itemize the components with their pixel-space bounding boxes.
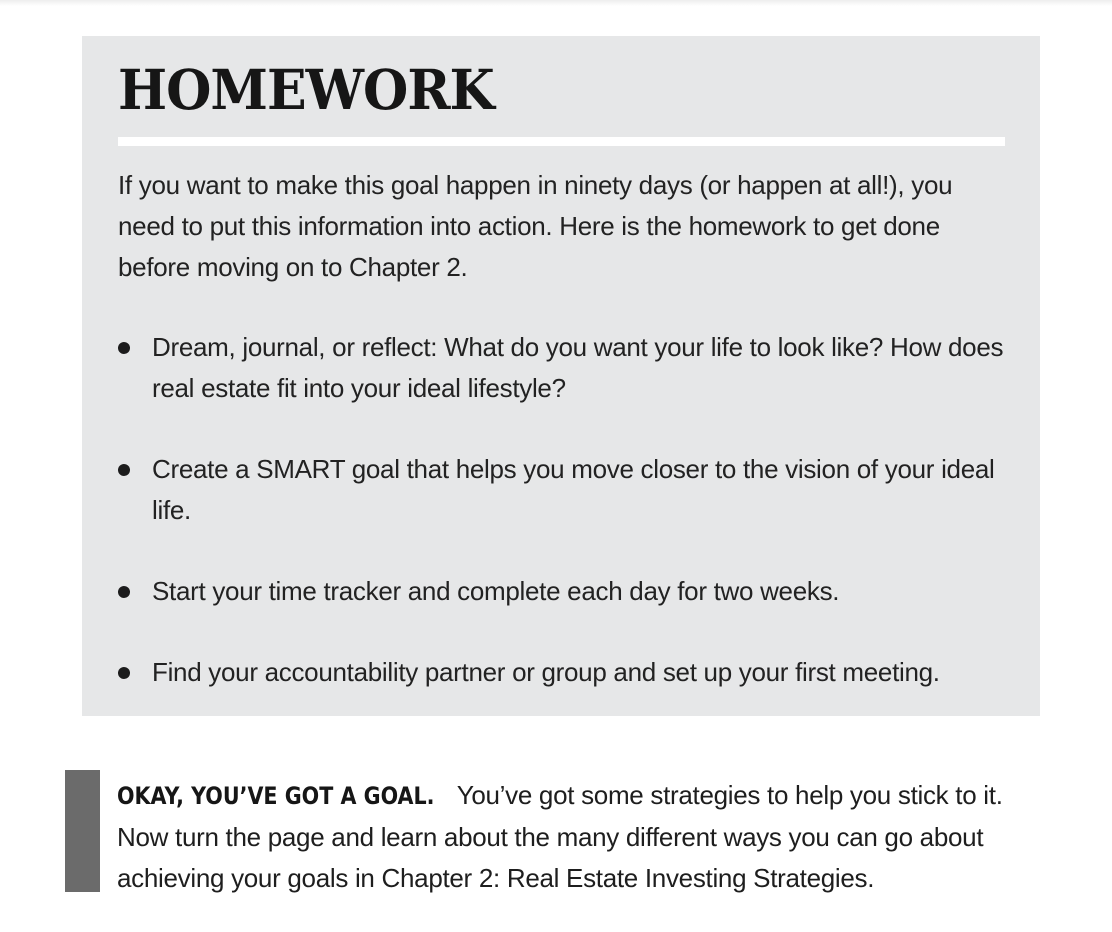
list-item — [118, 327, 1010, 409]
page-top-edge — [0, 0, 1112, 6]
homework-box — [82, 36, 1040, 716]
closing-body: You’ve got some strategies to help you stick to it. Now turn the page and learn about the many different ways you can go about achieving your goals in Chapter 2: Real Estate Investing Strategies. — [117, 780, 1003, 893]
bullet-icon — [118, 342, 130, 354]
list-item — [118, 571, 1010, 612]
closing-lead: OKAY, YOU’VE GOT A GOAL. — [117, 782, 435, 810]
task-text: Dream, journal, or reflect: What do you want your life to look like? How does real estate fit into your ideal lifestyle? — [152, 332, 1004, 403]
homework-intro: If you want to make this goal happen in ninety days (or happen at all!), you need to put this information into action. Here is the homework to get done before moving on to Chapter 2. — [118, 170, 953, 282]
bullet-icon — [118, 464, 130, 476]
task-text: Find your accountability partner or group and set up your first meeting. — [152, 657, 940, 687]
task-text: Start your time tracker and complete each day for two weeks. — [152, 576, 840, 606]
callout-accent-bar — [65, 770, 100, 892]
list-item — [118, 652, 1010, 693]
homework-title: HOMEWORK — [118, 58, 494, 123]
list-item — [118, 449, 1010, 531]
closing-paragraph — [117, 775, 1037, 899]
bullet-icon — [118, 667, 130, 679]
bullet-icon — [118, 586, 130, 598]
title-divider — [118, 137, 1005, 146]
task-text: Create a SMART goal that helps you move closer to the vision of your ideal life. — [152, 454, 995, 525]
homework-task-list — [118, 327, 1010, 693]
